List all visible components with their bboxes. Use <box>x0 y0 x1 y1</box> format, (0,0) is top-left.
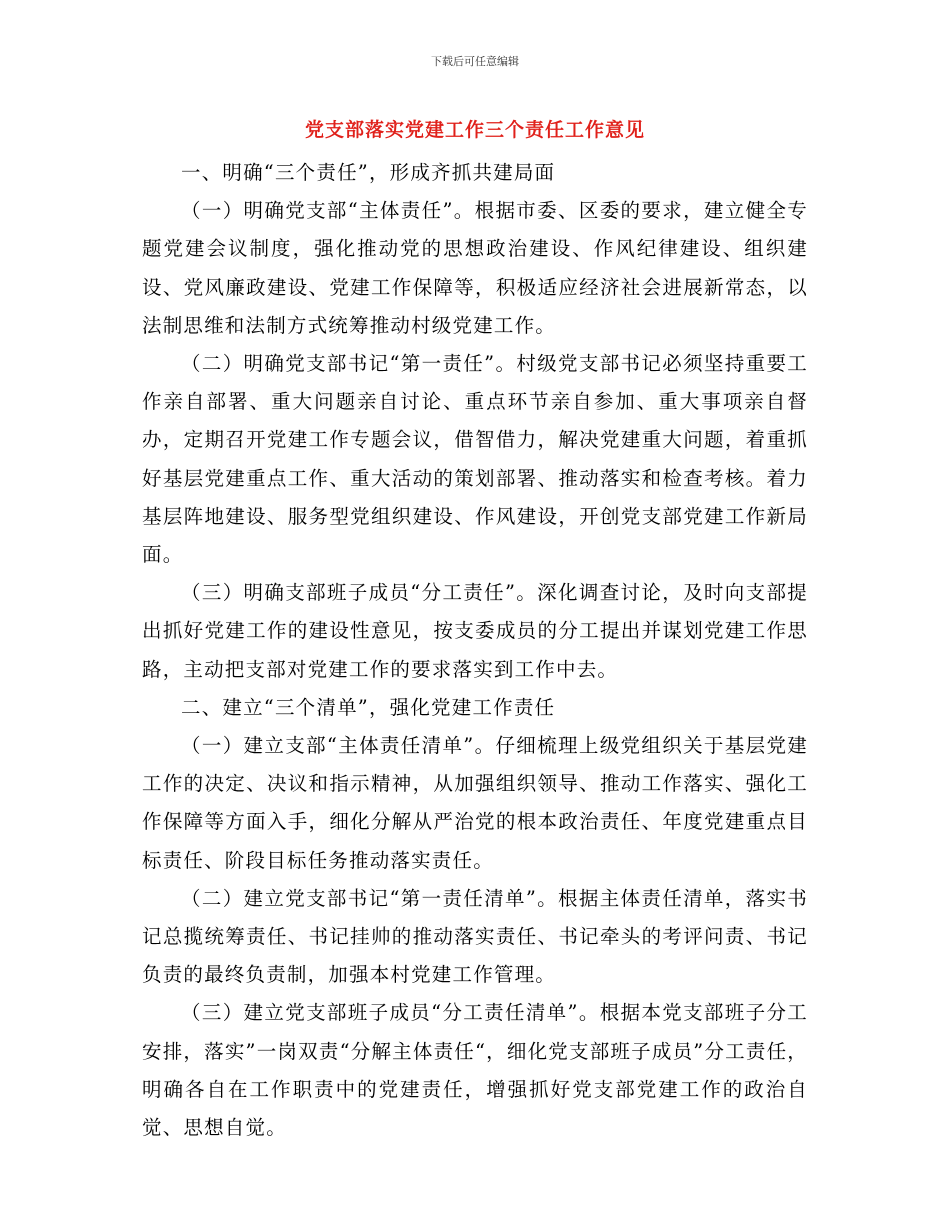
page-header: 下载后可任意编辑 <box>431 55 519 68</box>
document-body <box>142 154 808 1147</box>
paragraph: （三）明确支部班子成员“分工责任”。深化调查讨论，及时向支部提出抓好党建工作的建设性意见，按支委成员的分工提出并谋划党建工作思路，主动把支部对党建工作的要求落实到工作中去。 <box>142 581 808 681</box>
section-heading-2: 二、建立“三个清单”，强化党建工作责任 <box>181 695 556 719</box>
document-title: 党支部落实党建工作三个责任工作意见 <box>304 119 645 141</box>
paragraph: （三）建立党支部班子成员“分工责任清单”。根据本党支部班子分工安排，落实”一岗双责“分解主体责任“，细化党支部班子成员”分工责任，明确各自在工作职责中的党建责任，增强抓好党支部党建工作的政治自觉、思想自觉。 <box>142 1001 808 1140</box>
paragraph: （一）建立支部“主体责任清单”。仔细梳理上级党组织关于基层党建工作的决定、决议和指示精神，从加强组织领导、推动工作落实、强化工作保障等方面入手，细化分解从严治党的根本政治责任、年度党建重点目标责任、阶段目标任务推动落实责任。 <box>142 734 808 872</box>
paragraph: （一）明确党支部“主体责任”。根据市委、区委的要求，建立健全专题党建会议制度，强化推动党的思想政治建设、作风纪律建设、组织建设、党风廉政建设、党建工作保障等，积极适应经济社会进展新常态，以法制思维和法制方式统筹推动村级党建工作。 <box>142 199 808 337</box>
paragraph: （二）明确党支部书记“第一责任”。村级党支部书记必须坚持重要工作亲自部署、重大问题亲自讨论、重点环节亲自参加、重大事项亲自督办，定期召开党建工作专题会议，借智借力，解决党建重大问题，着重抓好基层党建重点工作、重大活动的策划部署、推动落实和检查考核。着力基层阵地建设、服务型党组织建设、作风建设，开创党支部党建工作新局面。 <box>142 352 808 567</box>
paragraph: （二）建立党支部书记“第一责任清单”。根据主体责任清单，落实书记总揽统筹责任、书记挂帅的推动落实责任、书记牵头的考评问责、书记负责的最终负责制，加强本村党建工作管理。 <box>142 886 808 987</box>
section-heading-1: 一、明确“三个责任”，形成齐抓共建局面 <box>181 161 556 184</box>
